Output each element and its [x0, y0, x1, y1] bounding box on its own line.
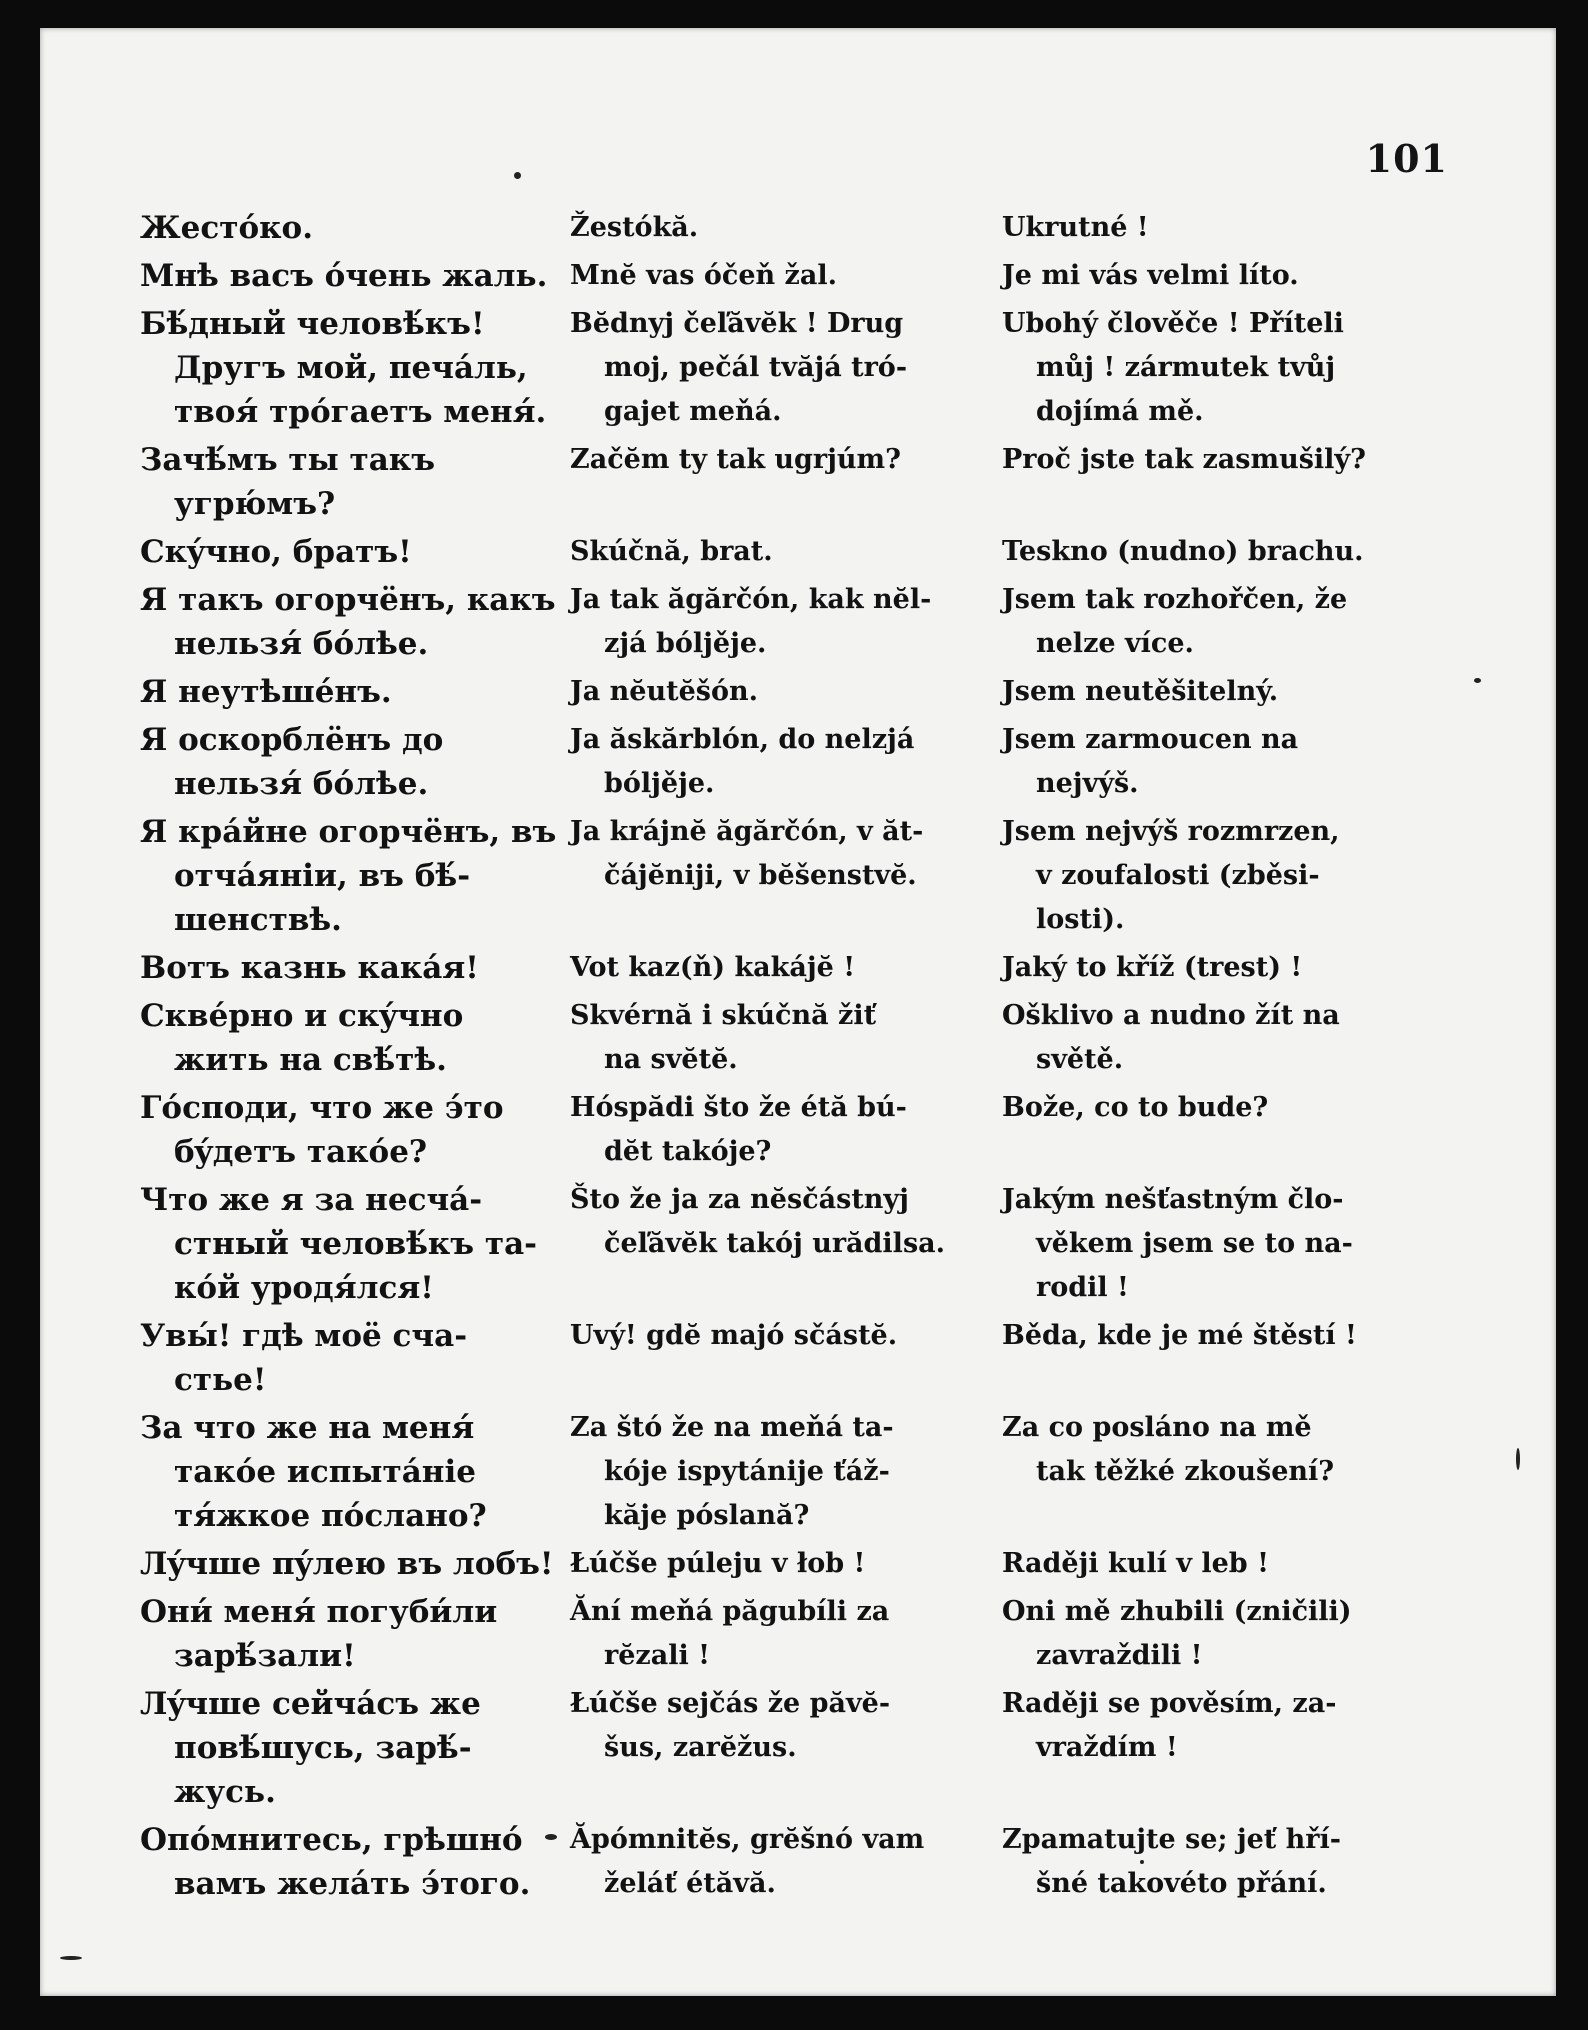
cs-entry-13 — [1002, 1314, 1434, 1358]
tr-line: kóje ispytánije ťáž- — [604, 1456, 890, 1487]
ru-line: бýдетъ такóе? — [174, 1134, 428, 1170]
cs-line: Ukrutné ! — [1002, 212, 1149, 243]
ru-line: вамъ желáть э́того. — [174, 1866, 531, 1902]
tr-line: Žestókă. — [570, 212, 699, 243]
ru-entry-6 — [140, 670, 564, 714]
ru-entry-4 — [140, 530, 564, 574]
tr-entry-12 — [570, 1178, 954, 1266]
ru-line: зарѣ́зали! — [174, 1638, 356, 1674]
ru-line: Опóмнитесь, грѣшнó — [140, 1822, 523, 1858]
tr-entry-3 — [570, 438, 954, 482]
cs-line: zavraždili ! — [1036, 1640, 1203, 1671]
cs-line: tak těžké zkoušení? — [1036, 1456, 1335, 1487]
cs-entry-10 — [1002, 994, 1434, 1082]
tr-entry-8 — [570, 810, 954, 898]
ru-line: отчáяніи, въ бѣ́- — [174, 858, 471, 894]
ru-line: Они́ меня́ погуби́ли — [140, 1594, 498, 1630]
cs-line: dojímá mě. — [1036, 396, 1204, 427]
ru-entry-2 — [140, 302, 564, 434]
cs-entry-17 — [1002, 1682, 1434, 1770]
tr-line: Łúčše púleju v łob ! — [570, 1548, 866, 1579]
book-page — [40, 28, 1556, 1996]
tr-line: Začĕm ty tak ugrjúm? — [570, 444, 901, 475]
ru-line: кóй уродя́лся! — [174, 1270, 434, 1306]
cs-line: Ubohý člověče ! Příteli — [1002, 308, 1344, 339]
cs-entry-5 — [1002, 578, 1434, 666]
tr-entry-2 — [570, 302, 954, 434]
ru-entry-15 — [140, 1542, 564, 1586]
ru-line: За что же на меня́ — [140, 1410, 475, 1446]
ru-entry-12 — [140, 1178, 564, 1310]
tr-entry-5 — [570, 578, 954, 666]
cs-line: šné takovéto přání. — [1036, 1868, 1327, 1899]
tr-entry-16 — [570, 1590, 954, 1678]
ink-speck — [514, 172, 521, 179]
cs-line: Jsem zarmoucen na — [1002, 724, 1299, 755]
ru-line: шенствѣ. — [174, 902, 342, 938]
cs-line: Jaký to kříž (trest) ! — [1002, 952, 1303, 983]
cs-line: Jsem tak rozhořčen, že — [1002, 584, 1348, 615]
cs-line: Zpamatujte se; jeť hří- — [1002, 1824, 1341, 1855]
tr-line: Za štó že na meňá ta- — [570, 1412, 894, 1443]
ru-line: Я оскорблёнъ до — [140, 722, 444, 758]
ru-line: Лýчше сейчáсъ же — [140, 1686, 481, 1722]
ink-speck — [545, 1834, 557, 1840]
ru-line: Я такъ огорчёнъ, какъ — [140, 582, 556, 618]
cs-line: Za co posláno na mě — [1002, 1412, 1312, 1443]
tr-line: čeľăvĕk takój urădilsa. — [604, 1228, 946, 1259]
ru-entry-3 — [140, 438, 564, 526]
cs-line: nejvýš. — [1036, 768, 1139, 799]
ink-speck — [1474, 678, 1481, 683]
ru-entry-10 — [140, 994, 564, 1082]
ru-line: Другъ мой, печáль, — [174, 350, 528, 386]
ru-line: угрю́мъ? — [174, 486, 336, 522]
cs-entry-8 — [1002, 810, 1434, 942]
cs-line: vraždím ! — [1036, 1732, 1178, 1763]
ru-entry-8 — [140, 810, 564, 942]
tr-line: Ăní meňá păgubíli za — [570, 1596, 890, 1627]
tr-entry-4 — [570, 530, 954, 574]
ru-line: Я крáйне огорчёнъ, въ — [140, 814, 557, 850]
tr-line: Mnĕ vas óčeň žal. — [570, 260, 838, 291]
ru-entry-0 — [140, 206, 564, 250]
cs-entry-18 — [1002, 1818, 1434, 1906]
ru-line: повѣ́шусь, зарѣ́- — [174, 1730, 472, 1766]
tr-line: kăje póslană? — [604, 1500, 810, 1531]
ru-line: стный человѣ́къ та- — [174, 1226, 538, 1262]
cs-entry-9 — [1002, 946, 1434, 990]
tr-line: želáť étăvă. — [604, 1868, 776, 1899]
tr-line: Uvý! gdĕ majó sčástĕ. — [570, 1320, 898, 1351]
ru-line: нельзя́ бóлѣе. — [174, 626, 429, 662]
cs-entry-4 — [1002, 530, 1434, 574]
ru-line: Я неутѣшéнъ. — [140, 674, 392, 710]
ru-line: Зачѣ́мъ ты такъ — [140, 442, 435, 478]
ru-line: Мнѣ васъ óчень жаль. — [140, 258, 548, 294]
cs-line: Teskno (nudno) brachu. — [1002, 536, 1364, 567]
ru-entry-18 — [140, 1818, 564, 1906]
cs-line: Raději kulí v leb ! — [1002, 1548, 1269, 1579]
cs-entry-16 — [1002, 1590, 1434, 1678]
ink-speck — [1140, 1860, 1144, 1864]
ru-entry-1 — [140, 254, 564, 298]
cs-entry-12 — [1002, 1178, 1434, 1310]
ru-line: стье! — [174, 1362, 267, 1398]
cs-entry-2 — [1002, 302, 1434, 434]
ru-line: Бѣ́дный человѣ́къ! — [140, 306, 485, 342]
tr-line: moj, pečál tvăjá tró- — [604, 352, 908, 383]
tr-entry-10 — [570, 994, 954, 1082]
ru-line: Что же я за несчá- — [140, 1182, 483, 1218]
tr-entry-14 — [570, 1406, 954, 1538]
cs-line: Raději se pověsím, za- — [1002, 1688, 1337, 1719]
cs-entry-0 — [1002, 206, 1434, 250]
cs-line: rodil ! — [1036, 1272, 1129, 1303]
tr-entry-1 — [570, 254, 954, 298]
cs-line: věkem jsem se to na- — [1036, 1228, 1353, 1259]
ru-entry-16 — [140, 1590, 564, 1678]
cs-entry-6 — [1002, 670, 1434, 714]
cs-line: světě. — [1036, 1044, 1124, 1075]
cs-entry-7 — [1002, 718, 1434, 806]
tr-line: gajet meňá. — [604, 396, 782, 427]
tr-line: čájĕniji, v bĕšenstvĕ. — [604, 860, 917, 891]
cs-entry-11 — [1002, 1086, 1434, 1130]
tr-line: Ăpómnitĕs, grĕšnó vam — [570, 1824, 925, 1855]
ru-line: жусь. — [174, 1774, 276, 1810]
ru-line: жить на свѣ́тѣ. — [174, 1042, 447, 1078]
tr-line: Skúčnă, brat. — [570, 536, 773, 567]
ru-line: Скýчно, братъ! — [140, 534, 412, 570]
ru-entry-17 — [140, 1682, 564, 1814]
ru-line: Гóсподи, что же э́то — [140, 1090, 504, 1126]
page-number: 101 — [1365, 136, 1448, 181]
tr-entry-6 — [570, 670, 954, 714]
ink-speck — [60, 1956, 82, 1960]
ink-speck — [1516, 1448, 1520, 1470]
tr-line: šus, zarĕžus. — [604, 1732, 797, 1763]
cs-line: v zoufalosti (zběsi- — [1036, 860, 1320, 891]
cs-line: Jsem nejvýš rozmrzen, — [1002, 816, 1340, 847]
tr-line: Łúčše sejčás že păvĕ- — [570, 1688, 891, 1719]
ru-entry-13 — [140, 1314, 564, 1402]
cs-entry-15 — [1002, 1542, 1434, 1586]
cs-line: Ošklivo a nudno žít na — [1002, 1000, 1340, 1031]
ru-line: Жестóко. — [140, 210, 314, 246]
tr-entry-13 — [570, 1314, 954, 1358]
ru-entry-5 — [140, 578, 564, 666]
tr-entry-11 — [570, 1086, 954, 1174]
cs-line: losti). — [1036, 904, 1125, 935]
ru-line: Сквéрно и скýчно — [140, 998, 464, 1034]
tr-line: bóljěje. — [604, 768, 715, 799]
cs-entry-1 — [1002, 254, 1434, 298]
tr-entry-0 — [570, 206, 954, 250]
tr-line: Bĕdnyj čeľăvĕk ! Drug — [570, 308, 904, 339]
cs-line: Bože, co to bude? — [1002, 1092, 1269, 1123]
cs-line: Jakým nešťastným člo- — [1002, 1184, 1344, 1215]
cs-line: Oni mě zhubili (zničili) — [1002, 1596, 1352, 1627]
tr-line: Ja ăskărblón, do nelzjá — [570, 724, 915, 755]
tr-line: dĕt takóje? — [604, 1136, 772, 1167]
ru-line: твоя́ трóгаетъ меня́. — [174, 394, 547, 430]
ru-entry-11 — [140, 1086, 564, 1174]
ru-line: Лýчше пýлею въ лобъ! — [140, 1546, 554, 1582]
tr-entry-9 — [570, 946, 954, 990]
cs-entry-3 — [1002, 438, 1434, 482]
tr-line: Ja tak ăgărčón, kak nĕl- — [570, 584, 932, 615]
tr-line: Ja nĕutĕšón. — [570, 676, 758, 707]
tr-line: Vot kaz(ň) kakájĕ ! — [570, 952, 856, 983]
ru-line: Вотъ казнь какáя! — [140, 950, 479, 986]
ru-line: нельзя́ бóлѣе. — [174, 766, 429, 802]
cs-line: Proč jste tak zasmušilý? — [1002, 444, 1366, 475]
cs-line: můj ! zármutek tvůj — [1036, 352, 1336, 383]
tr-line: Ja krájnĕ ăgărčón, v ăt- — [570, 816, 924, 847]
ru-line: тя́жкое пóслано? — [174, 1498, 487, 1534]
tr-entry-15 — [570, 1542, 954, 1586]
ru-entry-7 — [140, 718, 564, 806]
tr-line: na svĕtĕ. — [604, 1044, 738, 1075]
ru-line: такóе испытáніе — [174, 1454, 476, 1490]
tr-line: rĕzali ! — [604, 1640, 710, 1671]
cs-entry-14 — [1002, 1406, 1434, 1494]
tr-entry-7 — [570, 718, 954, 806]
cs-line: Je mi vás velmi líto. — [1002, 260, 1299, 291]
ru-line: Увы́! гдѣ моё сча- — [140, 1318, 468, 1354]
ru-entry-9 — [140, 946, 564, 990]
tr-line: Hóspădi što že étă bú- — [570, 1092, 907, 1123]
cs-line: Běda, kde je mé štěstí ! — [1002, 1320, 1357, 1351]
tr-line: zjá bóljěje. — [604, 628, 767, 659]
cs-line: nelze více. — [1036, 628, 1194, 659]
tr-entry-18 — [570, 1818, 954, 1906]
tr-line: Skvérnă i skúčnă žiť — [570, 1000, 877, 1031]
tr-line: Što že ja za nĕsčástnyj — [570, 1184, 909, 1215]
tr-entry-17 — [570, 1682, 954, 1770]
ru-entry-14 — [140, 1406, 564, 1538]
cs-line: Jsem neutěšitelný. — [1002, 676, 1279, 707]
